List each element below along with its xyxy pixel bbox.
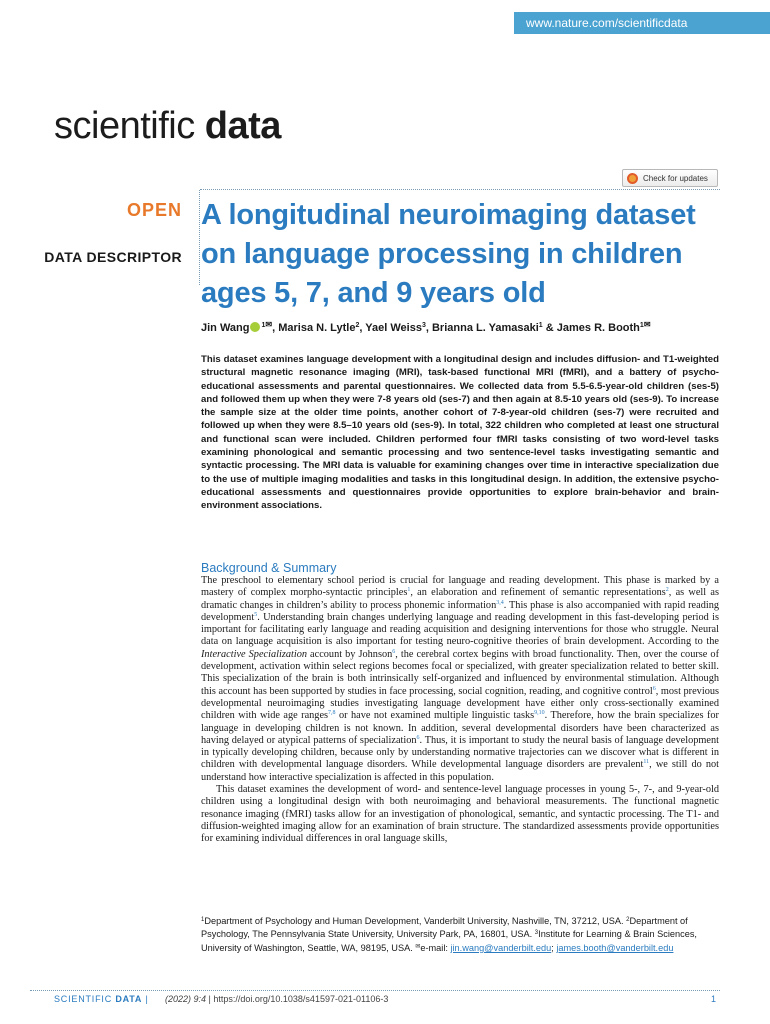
emphasis-term: Interactive Specialization — [201, 648, 307, 660]
citation-marker[interactable]: 2 — [665, 587, 669, 594]
citation-marker[interactable]: 9,10 — [534, 710, 545, 717]
journal-logo-bold: data — [204, 105, 281, 147]
author-affiliation-marker: 1 — [639, 322, 644, 329]
citation-marker[interactable]: 1 — [407, 587, 411, 594]
body-paragraph: This dataset examines the development of word- and sentence-level language processes in young 5-, 7-, and 9-year-old children using a longitudinal design with both neuroimaging and behavioral measurements. The functional magnetic resonance imaging (fMRI) tasks allow for an investigation of phonological, semantic, and syntactic processing. The T1- and diffusion-weighted imaging allow for an examination of brain structure. The standardized assessments provide opportunities for examining individual differences in oral language skills, — [201, 784, 719, 845]
author-name: Brianna L. Yamasaki — [431, 322, 539, 334]
citation-marker[interactable]: 6 — [652, 685, 656, 692]
affiliation-marker: 3 — [534, 930, 539, 937]
author-affiliation-marker: 3 — [421, 322, 426, 329]
check-updates-label: Check for updates — [643, 173, 708, 183]
citation-marker[interactable]: 7,8 — [328, 710, 336, 717]
email-link[interactable]: jin.wang@vanderbilt.edu — [450, 942, 552, 953]
affiliations: $^1$Department of Psychology and Human Development, Vanderbilt University, Nashville, TN, 37212, USA. $^2$Department of Psychology, The Pennsylvania State University, University Park, PA, 16801, USA. $^3$Institute for Learning & Brain Sciences, University of Washington, Seattle, WA, 98195, USA. ✉e-mail: jin.wang@vanderbilt.edu; james.booth@vanderbilt.edu — [201, 916, 697, 953]
title-side-divider — [199, 190, 200, 285]
email-link[interactable]: james.booth@vanderbilt.edu — [556, 942, 674, 953]
author-name: Marisa N. Lytle — [278, 322, 356, 334]
header-divider — [200, 189, 720, 190]
citation-marker[interactable]: 11 — [643, 759, 650, 766]
journal-url[interactable]: www.nature.com/scientificdata — [514, 12, 770, 34]
section-heading-background: Background & Summary — [201, 561, 337, 575]
footer-journal — [54, 994, 149, 1004]
author-affiliation-marker: 2 — [355, 322, 360, 329]
affiliation-marker: 1 — [201, 917, 205, 923]
author-affiliation-marker: 1 — [538, 322, 543, 329]
author-name: James R. Booth — [556, 322, 640, 334]
check-for-updates-button[interactable] — [622, 169, 718, 187]
orcid-icon[interactable] — [250, 322, 260, 332]
page-number: 1 — [710, 994, 716, 1004]
journal-logo-light: scientific — [54, 105, 205, 147]
email-icon[interactable]: ✉ — [265, 320, 273, 329]
footer-volume: (2022) 9:4 — [165, 994, 207, 1004]
affiliation-marker: 2 — [626, 917, 630, 923]
affiliation-marker: ✉ — [415, 943, 421, 950]
article-title: A longitudinal neuroimaging dataset on language processing in children ages 5, 7, and 9 years old — [201, 199, 696, 309]
footer-divider — [30, 990, 720, 991]
author-affiliation-marker: 1 — [261, 322, 266, 329]
author-list: Jin Wang $^1$✉, Marisa N. Lytle$^2$, Yael Weiss$^3$, Brianna L. Yamasaki$^1$ & James R. Booth$^1$✉ — [201, 320, 651, 334]
footer-citation — [165, 994, 388, 1004]
footer-separator: | — [142, 994, 149, 1004]
check-updates-icon — [627, 173, 638, 184]
author-name: Yael Weiss — [365, 322, 422, 334]
author-name: Jin Wang — [201, 322, 250, 334]
journal-logo — [54, 105, 281, 148]
body-paragraph: The preschool to elementary school period is crucial for language and reading development. This phase is marked by a mastery of complex morpho-syntactic principles$^1$, an elaboration and refinement of semantic representations$^2$, as well as dramatic changes in children’s ability to process phonemic information$^{3,4}$. This phase is also accompanied with rapid reading development$^5$. Understanding brain changes underlying language and reading development in this fast-developing period is important for facilitating early language and reading acquisition and designing interventions for those who struggle. Neural data on language acquisition is also important for testing neuro-cognitive theories of brain development. According to the Interactive Specialization account by Johnson$^6$, the cerebral cortex begins with broad functionality. Then, over the course of development, activation within select regions becomes focal or specialized, with greater specialization related to better skill. This specialization of the brain is both intrinsically self-organized and influenced by environmental stimulation. Although this account has been supported by studies in face processing, social cognition, reading, and cognitive control$^6$, most previous developmental neuroimaging studies investigating language development have either only cross-sectionally examined children with wide age ranges$^{7,8}$ or have not examined multiple linguistic tasks$^{9,10}$. Therefore, how the brain specializes for language in developing children is not known. In addition, several developmental disorders have been characterized as having delayed or atypical patterns of specialization$^6$. Thus, it is important to study the neural basis of language development in typically developing children, because only by understanding normative trajectories can we discover what is different in children with developmental language disorders. While developmental language disorders are prevalent$^{11}$, we still do not understand how interactive specialization is affected in this population. — [201, 575, 719, 783]
citation-marker[interactable]: 5 — [254, 611, 258, 618]
background-body — [201, 575, 719, 846]
footer-journal-light: SCIENTIFIC — [54, 994, 116, 1004]
open-access-label: OPEN — [126, 200, 182, 220]
article-type-label: DATA DESCRIPTOR — [44, 249, 182, 265]
footer-doi[interactable]: | https://doi.org/10.1038/s41597-021-01106-3 — [206, 994, 389, 1004]
citation-marker[interactable]: 6 — [392, 648, 396, 655]
citation-marker[interactable]: 6 — [416, 734, 420, 741]
footer-journal-bold: DATA — [115, 994, 143, 1004]
citation-marker[interactable]: 3,4 — [496, 599, 504, 606]
abstract: This dataset examines language development with a longitudinal design and includes diffusion- and T1-weighted structural magnetic resonance imaging (MRI), task-based functional MRI (fMRI), and a battery of psycho-educational assessments and parental questionnaires. We collected data from 5.5-6.5-year-old children (ses-5) and followed them up when they were 7-8 years old (ses-7) and then again at 8.5-10 years old (ses-9). To increase the sample size at the older time points, another cohort of 7-8-year-old children (ses-7) were recruited and followed up when they were 8.5–10 years old (ses-9). In total, 322 children who completed at least one structural and functional scan were included. Children performed four fMRI tasks consisting of two word-level tasks examining phonological and semantic processing and two sentence-level tasks investigating semantic and syntactic processing. The MRI data is valuable for examining changes over time in interactive specialization due to the use of multiple imaging modalities and tasks in this longitudinal design. In addition, the extensive psycho-educational assessments and questionnaires provide opportunities to explore brain-behavior and brain-environment associations. — [201, 354, 719, 512]
email-icon[interactable]: ✉ — [643, 320, 651, 329]
